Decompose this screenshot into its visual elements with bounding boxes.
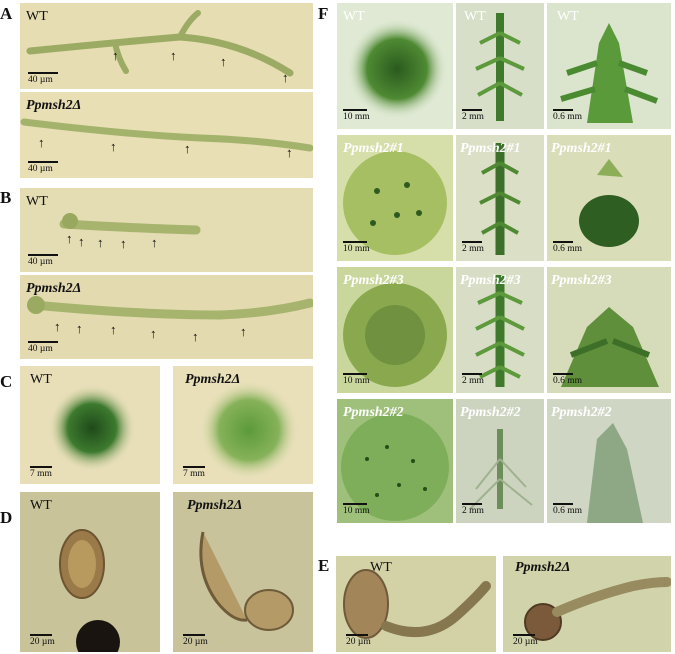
panel-f-wt-tip: [547, 3, 671, 129]
arrow-icon: ↑: [282, 70, 289, 85]
arrow-icon: ↑: [112, 48, 119, 63]
scale-bar: 2 mm: [462, 241, 484, 254]
scale-bar: 7 mm: [183, 466, 205, 479]
panel-d-wt-image: [20, 492, 160, 652]
label-wt: WT: [370, 560, 392, 575]
label-ppmsh2-2: Ppmsh2#2: [460, 405, 521, 420]
label-ppmsh2-3: Ppmsh2#3: [343, 273, 404, 288]
arrow-icon: ↑: [150, 326, 157, 341]
scale-bar: 10 mm: [343, 503, 370, 516]
arrow-icon: ↑: [110, 139, 117, 154]
panel-f-mut2-tip: [547, 399, 671, 523]
arrow-icon: ↑: [184, 141, 191, 156]
scale-bar: 10 mm: [343, 109, 370, 122]
arrow-icon: ↑: [151, 235, 158, 250]
panel-c-wt-image: [20, 366, 160, 484]
label-wt: WT: [26, 9, 48, 24]
cell-illustration: [173, 492, 313, 652]
label-wt: WT: [30, 372, 52, 387]
label-ppmsh2-3: Ppmsh2#3: [551, 273, 612, 288]
label-wt: WT: [557, 9, 579, 24]
label-ppmsh2-2: Ppmsh2#2: [551, 405, 612, 420]
label-ppmsh2-delta: Ppmsh2Δ: [185, 372, 241, 387]
panel-a-wt-image: [20, 3, 313, 89]
arrow-icon: ↑: [54, 319, 61, 334]
panel-d-mutant-image: [173, 492, 313, 652]
label-ppmsh2-3: Ppmsh2#3: [460, 273, 521, 288]
panel-f-wt-plate: [337, 3, 453, 129]
scale-bar: 0.6 mm: [553, 503, 582, 516]
panel-f-mut3-plate: [337, 267, 453, 393]
panel-f-mut3-shoot: [456, 267, 544, 393]
arrow-icon: ↑: [110, 322, 117, 337]
scale-bar: 0.6 mm: [553, 241, 582, 254]
arrow-icon: ↑: [97, 235, 104, 250]
arrow-icon: ↑: [240, 324, 247, 339]
arrow-icon: ↑: [220, 54, 227, 69]
label-ppmsh2-1: Ppmsh2#1: [343, 141, 404, 156]
scale-bar: 40 µm: [28, 161, 58, 174]
panel-f-mut1-tip: [547, 135, 671, 261]
scale-bar: 2 mm: [462, 503, 484, 516]
scale-bar: 40 µm: [28, 72, 58, 85]
panel-c-mutant-image: [173, 366, 313, 484]
scale-bar: 40 µm: [28, 254, 58, 267]
panel-f-mut2-shoot: [456, 399, 544, 523]
label-ppmsh2-delta: Ppmsh2Δ: [515, 560, 571, 575]
label-wt: WT: [343, 9, 365, 24]
label-ppmsh2-delta: Ppmsh2Δ: [26, 98, 82, 113]
scale-bar: 2 mm: [462, 109, 484, 122]
arrow-icon: ↑: [66, 231, 73, 246]
panel-letter-c: C: [0, 372, 13, 391]
panel-letter-a: A: [0, 4, 13, 23]
panel-letter-f: F: [318, 4, 329, 23]
arrow-icon: ↑: [38, 135, 45, 150]
arrow-icon: ↑: [120, 236, 127, 251]
arrow-icon: ↑: [286, 145, 293, 160]
panel-e-wt-image: [336, 556, 496, 652]
panel-e-mutant-image: [503, 556, 671, 652]
scale-bar: 2 mm: [462, 373, 484, 386]
panel-f-wt-shoot: [456, 3, 544, 129]
arrow-icon: ↑: [192, 329, 199, 344]
scale-bar: 7 mm: [30, 466, 52, 479]
scale-bar: 0.6 mm: [553, 373, 582, 386]
scale-bar: 20 µm: [513, 634, 538, 647]
label-wt: WT: [464, 9, 486, 24]
scale-bar: 40 µm: [28, 341, 58, 354]
label-ppmsh2-1: Ppmsh2#1: [551, 141, 612, 156]
scale-bar: 20 µm: [30, 634, 55, 647]
label-ppmsh2-2: Ppmsh2#2: [343, 405, 404, 420]
label-ppmsh2-1: Ppmsh2#1: [460, 141, 521, 156]
scale-bar: 0.6 mm: [553, 109, 582, 122]
scale-bar: 10 mm: [343, 373, 370, 386]
arrow-icon: ↑: [78, 234, 85, 249]
arrow-icon: ↑: [76, 321, 83, 336]
panel-b-wt-image: [20, 188, 313, 272]
label-wt: WT: [30, 498, 52, 513]
scale-bar: 20 µm: [183, 634, 208, 647]
panel-a-mutant-image: [20, 92, 313, 178]
panel-letter-b: B: [0, 188, 12, 207]
label-wt: WT: [26, 194, 48, 209]
panel-f-mut1-plate: [337, 135, 453, 261]
cell-illustration: [20, 492, 160, 652]
filament-illustration: [20, 188, 313, 272]
arrow-icon: ↑: [170, 48, 177, 63]
panel-f-mut3-tip: [547, 267, 671, 393]
panel-f-mut2-plate: [337, 399, 453, 523]
label-ppmsh2-delta: Ppmsh2Δ: [187, 498, 243, 513]
panel-letter-e: E: [318, 556, 330, 575]
label-ppmsh2-delta: Ppmsh2Δ: [26, 281, 82, 296]
scale-bar: 10 mm: [343, 241, 370, 254]
scale-bar: 20 µm: [346, 634, 371, 647]
panel-f-mut1-shoot: [456, 135, 544, 261]
panel-letter-d: D: [0, 508, 13, 527]
panel-b-mutant-image: [20, 275, 313, 359]
filament-illustration: [20, 3, 313, 89]
